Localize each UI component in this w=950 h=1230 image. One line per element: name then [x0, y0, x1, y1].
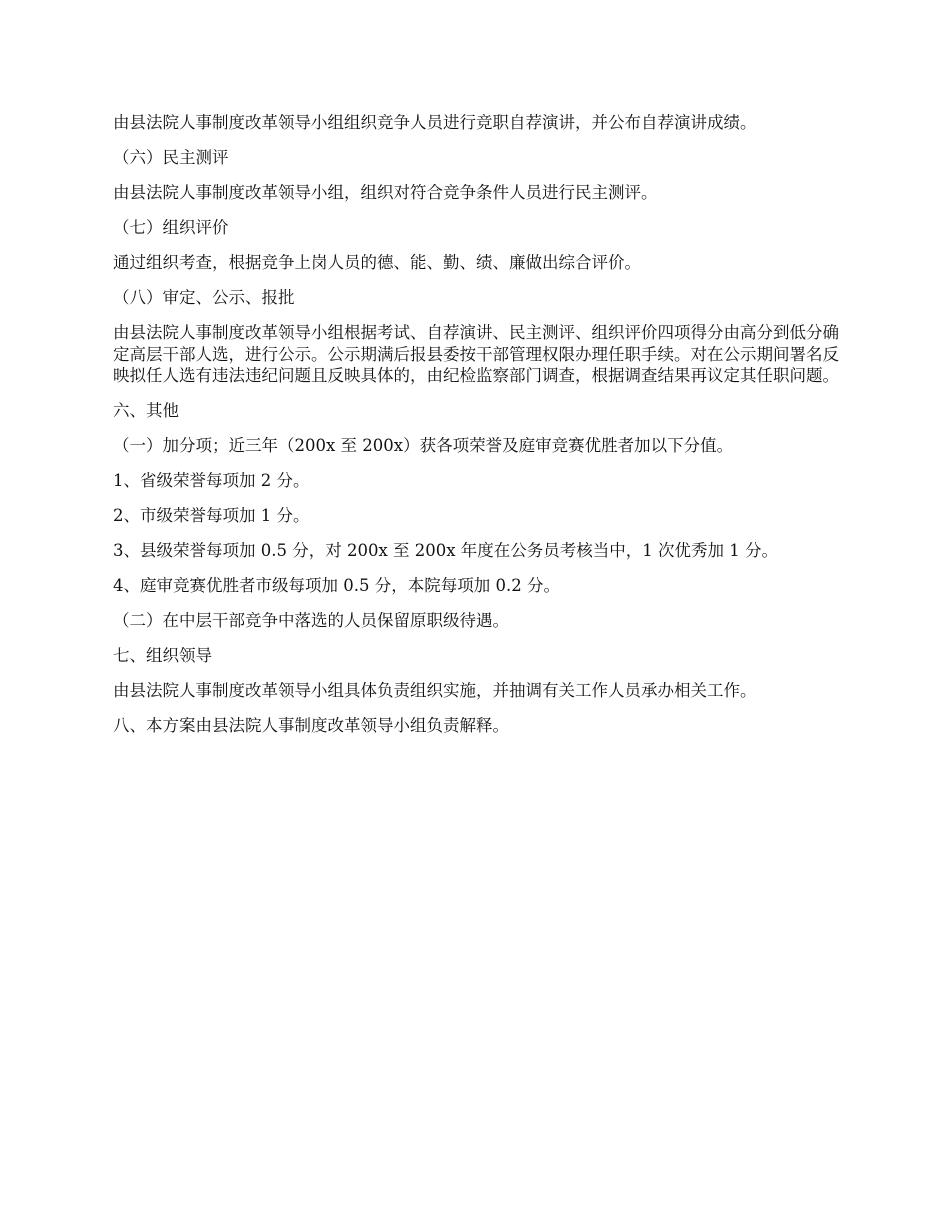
list-item-county-honor: 3、县级荣誉每项加 0.5 分，对 200x 至 200x 年度在公务员考核当中，1 次优秀加 1 分。: [113, 540, 779, 560]
paragraph-unsuccessful-candidates: （二）在中层干部竞争中落选的人员保留原职级待遇。: [113, 610, 509, 630]
heading-review-publicity-approval: （八）审定、公示、报批: [113, 288, 295, 307]
paragraph-democratic-evaluation: 由县法院人事制度改革领导小组，组织对符合竞争条件人员进行民主测评。: [113, 183, 658, 202]
paragraph-organizational-leadership: 由县法院人事制度改革领导小组具体负责组织实施，并抽调有关工作人员承办相关工作。: [113, 680, 757, 700]
paragraph-organization-evaluation: 通过组织考查，根据竞争上岗人员的德、能、勤、绩、廉做出综合评价。: [113, 253, 641, 272]
list-item-city-honor: 2、市级荣誉每项加 1 分。: [113, 505, 310, 525]
heading-other: 六、其他: [113, 400, 179, 420]
heading-organization-evaluation: （七）组织评价: [113, 218, 229, 237]
paragraph-bonus-points: （一）加分项；近三年（200x 至 200x）获各项荣誉及庭审竞赛优胜者加以下分值。: [113, 435, 734, 455]
paragraph-review-publicity-approval: 由县法院人事制度改革领导小组根据考试、自荐演讲、民主测评、组织评价四项得分由高分到低分确定高层干部人选，进行公示。公示期满后报县委按干部管理权限办理任职手续。对在公示期间署名反映拟任人选有违法违纪问题且反映具体的，由纪检监察部门调查，根据调查结果再议定其任职问题。: [113, 323, 839, 385]
heading-organizational-leadership: 七、组织领导: [113, 645, 212, 665]
list-item-trial-competition: 4、庭审竞赛优胜者市级每项加 0.5 分，本院每项加 0.2 分。: [113, 575, 560, 595]
heading-democratic-evaluation: （六）民主测评: [113, 148, 229, 167]
document-body: [113, 112, 845, 750]
paragraph-speech: 由县法院人事制度改革领导小组组织竞争人员进行竞职自荐演讲，并公布自荐演讲成绩。: [113, 113, 757, 132]
list-item-provincial-honor: 1、省级荣誉每项加 2 分。: [113, 470, 310, 490]
paragraph-interpretation: 八、本方案由县法院人事制度改革领导小组负责解释。: [113, 715, 509, 735]
